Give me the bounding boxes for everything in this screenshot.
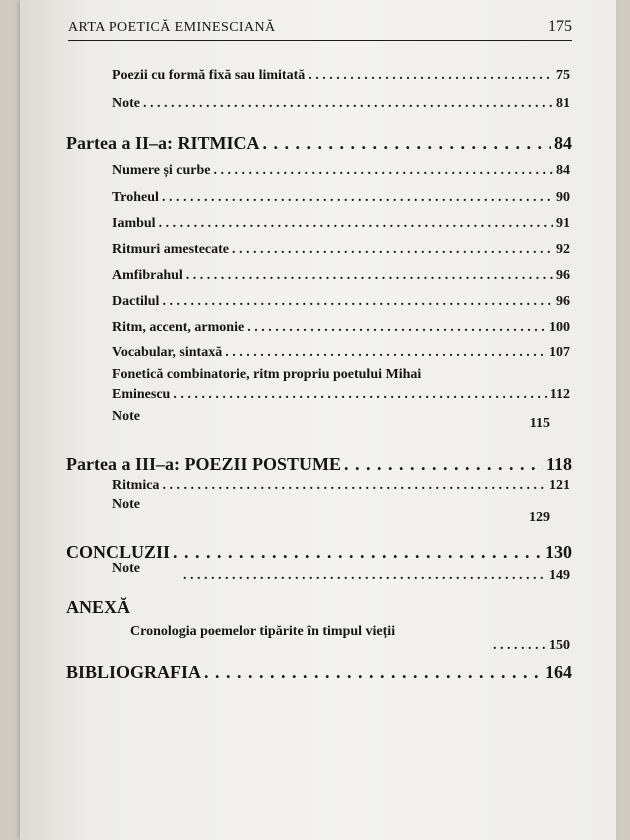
toc-part-title: Partea a II–a: RITMICA <box>66 133 260 153</box>
leader-dots <box>143 96 553 112</box>
toc-entry <box>112 96 570 112</box>
leader-dots <box>186 268 553 284</box>
leader-dots <box>173 387 546 403</box>
toc-entry <box>112 242 570 258</box>
toc-entry-page: 121 <box>549 478 570 493</box>
leader-dots <box>262 133 551 154</box>
running-title: ARTA POETICĂ EMINESCIANĂ <box>68 20 276 35</box>
toc-entry-page: 96 <box>556 268 570 283</box>
leader-dots <box>183 568 546 584</box>
leader-dots <box>162 190 553 206</box>
toc-entry-title: Eminescu <box>112 387 171 402</box>
book-page <box>20 0 616 840</box>
toc-entry-title: Note <box>112 497 140 512</box>
toc-entry-title: Dactilul <box>112 294 160 309</box>
toc-part-page: 118 <box>545 454 572 474</box>
toc-entry-leader <box>490 638 570 654</box>
toc-entry <box>112 190 570 206</box>
toc-entry-title: Ritm, accent, armonie <box>112 320 245 335</box>
toc-entry-page: 129 <box>529 510 550 525</box>
running-header <box>68 14 572 41</box>
toc-entry-leader <box>180 568 570 584</box>
toc-entry-title: Poezii cu formă fixă sau limitată <box>112 68 306 83</box>
toc-entry-page: 115 <box>529 416 550 431</box>
toc-entry-page: 81 <box>556 96 570 111</box>
leader-dots <box>162 478 546 494</box>
toc-entry <box>112 163 570 179</box>
toc-entry <box>112 345 570 361</box>
toc-entry-title: Cronologia poemelor tipărite în timpul vieții <box>130 624 396 639</box>
toc-section-page: 164 <box>545 662 572 682</box>
toc-entry-title: Iambul <box>112 216 156 231</box>
toc-section-page: 130 <box>545 542 572 562</box>
toc-entry-page: 91 <box>556 216 570 231</box>
toc-entry-title: Note <box>112 561 140 576</box>
toc-entry <box>112 294 570 310</box>
toc-part-heading <box>66 454 572 475</box>
toc-entry-page: 150 <box>549 638 570 653</box>
toc-part-page: 84 <box>554 133 572 153</box>
leader-dots <box>225 345 546 361</box>
leader-dots <box>344 454 543 475</box>
toc-entry-title: Vocabular, sintaxă <box>112 345 223 360</box>
toc-entry-title: Ritmica <box>112 478 160 493</box>
leader-dots <box>204 662 542 683</box>
toc-entry-page: 75 <box>556 68 570 83</box>
toc-part-heading <box>66 133 572 154</box>
toc-entry-title-line1: Fonetică combinatorie, ritm propriu poetului Mihai <box>112 367 422 382</box>
toc-entry-title: Note <box>112 96 140 111</box>
toc-entry-title: Amfibrahul <box>112 268 183 283</box>
toc-section-title: CONCLUZII <box>66 542 171 562</box>
toc-part-title: Partea a III–a: POEZII POSTUME <box>66 454 342 474</box>
toc-entry-page: 107 <box>549 345 570 360</box>
leader-dots <box>232 242 553 258</box>
toc-section-heading <box>66 662 572 683</box>
leader-dots <box>308 68 553 84</box>
leader-dots <box>162 294 553 310</box>
toc-entry <box>112 68 570 84</box>
toc-entry <box>112 387 570 403</box>
toc-entry-title: Note <box>112 409 140 424</box>
leader-dots <box>159 216 553 232</box>
toc-entry-title: Troheul <box>112 190 159 205</box>
toc-section-title: BIBLIOGRAFIA <box>66 662 202 682</box>
toc-entry <box>112 320 570 336</box>
toc-entry <box>112 216 570 232</box>
leader-dots <box>173 542 542 563</box>
toc-entry-title: Numere și curbe <box>112 163 211 178</box>
toc-entry-page: 90 <box>556 190 570 205</box>
toc-entry-page: 92 <box>556 242 570 257</box>
toc-entry-page: 112 <box>549 387 570 402</box>
toc-section-title: ANEXĂ <box>66 597 131 617</box>
leader-dots <box>493 638 546 654</box>
toc-entry-page: 84 <box>556 163 570 178</box>
toc-entry-page: 96 <box>556 294 570 309</box>
toc-entry-title: Ritmuri amestecate <box>112 242 230 257</box>
toc-section-heading <box>66 542 572 563</box>
page-number: 175 <box>548 18 572 35</box>
toc-entry-page: 149 <box>549 568 570 583</box>
leader-dots <box>214 163 554 179</box>
toc-entry <box>112 268 570 284</box>
leader-dots <box>247 320 546 336</box>
toc-entry-page: 100 <box>549 320 570 335</box>
toc-entry <box>112 478 570 494</box>
